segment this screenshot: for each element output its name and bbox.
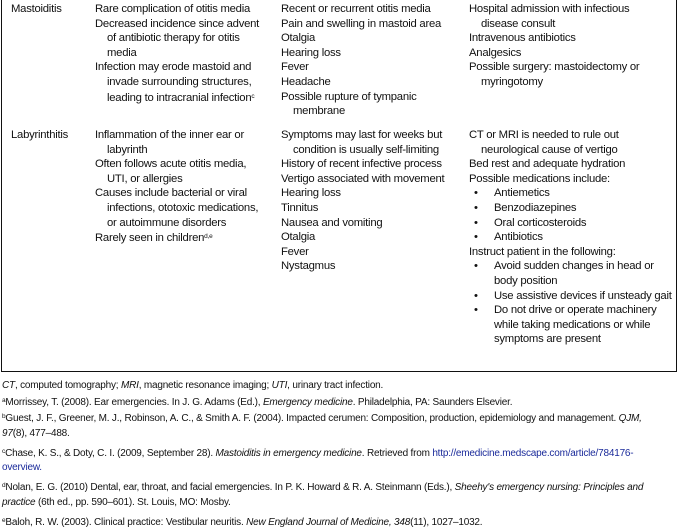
sign-item: Nausea and vomiting (281, 216, 481, 231)
footnote-mark: d (2, 482, 5, 489)
sign-item: Hearing loss (281, 186, 481, 201)
description-item-cont: invade surrounding structures, (95, 75, 285, 90)
treatment-item: Possible medications include: (469, 172, 679, 187)
instruction-item (469, 289, 679, 304)
abbrev-uti: UTI (272, 380, 288, 391)
instruction-item (469, 259, 679, 288)
medication-text: Antiemetics (494, 187, 550, 199)
footnote-c-cont (2, 461, 678, 476)
footnote-text: . Philadelphia, PA: Saunders Elsevier. (353, 397, 513, 408)
condition-mastoiditis: Mastoiditis (11, 2, 62, 17)
footnote-text: Baloh, R. W. (2003). Clinical practice: Vestibular neuritis. (5, 517, 246, 528)
footnote-title-cont: practice (2, 497, 35, 508)
sign-item-cont: membrane (281, 104, 481, 119)
abbrev-mri-def: , magnetic resonance imaging; (139, 380, 272, 391)
sign-item: Nystagmus (281, 259, 481, 274)
bullet-icon: • (474, 201, 478, 216)
treatment-item: Intravenous antibiotics (469, 31, 679, 46)
instruction-text-cont: while taking medications or while (494, 318, 679, 333)
footnote-text: (8), 477–488. (13, 428, 70, 439)
sign-item: Symptoms may last for weeks but (281, 128, 481, 143)
footnote-title: Sheehy's emergency nursing: Principles and (455, 482, 644, 493)
bullet-icon: • (474, 289, 478, 304)
footnote-journal: New England Journal of Medicine, 348 (246, 517, 410, 528)
bullet-icon: • (474, 216, 478, 231)
instruction-text: Do not drive or operate machinery (494, 303, 679, 318)
treatment-item: CT or MRI is needed to rule out (469, 128, 679, 143)
medication-text: Benzodiazepines (494, 202, 576, 214)
sign-item: Headache (281, 75, 481, 90)
condition-labyrinthitis: Labyrinthitis (11, 128, 68, 143)
footnote-volume: 97 (2, 428, 13, 439)
footnote-text: (11), 1027–1032. (410, 517, 482, 528)
footnote-mark: a (2, 397, 5, 404)
footnote-b-cont (2, 427, 678, 442)
footnote-c (2, 445, 678, 462)
medication-item (469, 186, 679, 201)
footnote-text: Guest, J. F., Greener, M. J., Robinson, A. C., & Smith A. F. (2004). Impacted cerumen: Composition, production, epidemiology and management. (5, 413, 618, 424)
instruction-text: Avoid sudden changes in head or (494, 259, 679, 274)
instruction-text: Use assistive devices if unsteady gait (494, 289, 679, 304)
footnote-text: Nolan, E. G. (2010) Dental, ear, throat, and facial emergencies. In P. K. Howard & R. A. Steinmann (Eds.), (5, 482, 454, 493)
description-item: Often follows acute otitis media, (95, 157, 285, 172)
footnote-ref: c (251, 93, 254, 100)
sign-item: Possible rupture of tympanic (281, 90, 481, 105)
footnotes (2, 379, 678, 530)
treatment-item: Possible surgery: mastoidectomy or (469, 60, 679, 75)
footnote-text: Chase, K. S., & Doty, C. I. (2009, September 28). (5, 448, 215, 459)
instruction-text-cont: body position (494, 274, 679, 289)
sign-item: History of recent infective process (281, 157, 481, 172)
footnote-a (2, 394, 678, 411)
footnote-title: Emergency medicine (263, 397, 353, 408)
description-text: Rarely seen in children (95, 232, 204, 244)
footnote-url-link[interactable]: http://emedicine.medscape.com/article/784176- (432, 448, 633, 459)
footnote-e (2, 514, 678, 530)
sign-item: Pain and swelling in mastoid area (281, 17, 481, 32)
medication-item (469, 216, 679, 231)
bullet-icon: • (474, 303, 478, 318)
description-item (95, 230, 285, 246)
footnote-journal: QJM, (619, 413, 642, 424)
abbrev-ct: CT (2, 380, 15, 391)
footnote-title: Mastoiditis in emergency medicine (216, 448, 362, 459)
description-labyrinthitis (95, 128, 285, 246)
sign-item: Tinnitus (281, 201, 481, 216)
description-item-cont: infections, ototoxic medications, (95, 201, 285, 216)
medication-text: Oral corticosteroids (494, 217, 586, 229)
footnote-mark: c (2, 448, 5, 455)
bullet-icon: • (474, 186, 478, 201)
footnote-url-link-cont[interactable]: overview. (2, 462, 42, 473)
footnote-b (2, 410, 678, 427)
footnote-text: . Retrieved from (362, 448, 433, 459)
signs-mastoiditis (281, 2, 481, 119)
description-item-cont: of antibiotic therapy for otitis (95, 31, 285, 46)
sign-item: Otalgia (281, 31, 481, 46)
footnote-text: Morrissey, T. (2008). Ear emergencies. In J. G. Adams (Ed.), (5, 397, 263, 408)
treatment-item-cont: neurological cause of vertigo (469, 143, 679, 158)
description-text: leading to intracranial infection (107, 92, 251, 104)
medication-text: Antibiotics (494, 231, 543, 243)
treatment-item: Bed rest and adequate hydration (469, 157, 679, 172)
instruction-item (469, 303, 679, 347)
description-item: Inflammation of the inner ear or (95, 128, 285, 143)
description-mastoiditis (95, 2, 285, 105)
abbreviations-note (2, 379, 678, 394)
medication-item (469, 230, 679, 245)
treatment-item-cont: myringotomy (469, 75, 679, 90)
sign-item: Hearing loss (281, 46, 481, 61)
sign-item: Otalgia (281, 230, 481, 245)
sign-item-cont: condition is usually self-limiting (281, 143, 481, 158)
description-item: Causes include bacterial or viral (95, 186, 285, 201)
description-item-cont: media (95, 46, 285, 61)
instruction-text-cont: symptoms are present (494, 332, 679, 347)
sign-item: Vertigo associated with movement (281, 172, 481, 187)
medication-item (469, 201, 679, 216)
footnote-ref: d,e (204, 233, 212, 240)
footnote-mark: b (2, 413, 5, 420)
instruct-label: Instruct patient in the following: (469, 245, 679, 260)
description-item: Infection may erode mastoid and (95, 60, 285, 75)
treatment-labyrinthitis (469, 128, 679, 347)
footnote-d-cont (2, 496, 678, 511)
bullet-icon: • (474, 259, 478, 274)
description-item: Rare complication of otitis media (95, 2, 285, 17)
sign-item: Fever (281, 245, 481, 260)
treatment-item: Analgesics (469, 46, 679, 61)
treatment-item: Hospital admission with infectious (469, 2, 679, 17)
signs-labyrinthitis (281, 128, 481, 274)
treatment-mastoiditis (469, 2, 679, 90)
footnote-d (2, 479, 678, 496)
abbrev-uti-def: , urinary tract infection. (287, 380, 383, 391)
description-item-cont: labyrinth (95, 143, 285, 158)
abbrev-ct-def: , computed tomography; (15, 380, 121, 391)
abbrev-mri: MRI (121, 380, 139, 391)
description-item-cont: or autoimmune disorders (95, 216, 285, 231)
description-item-cont: UTI, or allergies (95, 172, 285, 187)
footnote-mark: e (2, 517, 5, 524)
treatment-item-cont: disease consult (469, 17, 679, 32)
sign-item: Recent or recurrent otitis media (281, 2, 481, 17)
sign-item: Fever (281, 60, 481, 75)
description-item: Decreased incidence since advent (95, 17, 285, 32)
description-item-cont (95, 90, 285, 106)
bullet-icon: • (474, 230, 478, 245)
footnote-text: (6th ed., pp. 590–601). St. Louis, MO: Mosby. (35, 497, 230, 508)
